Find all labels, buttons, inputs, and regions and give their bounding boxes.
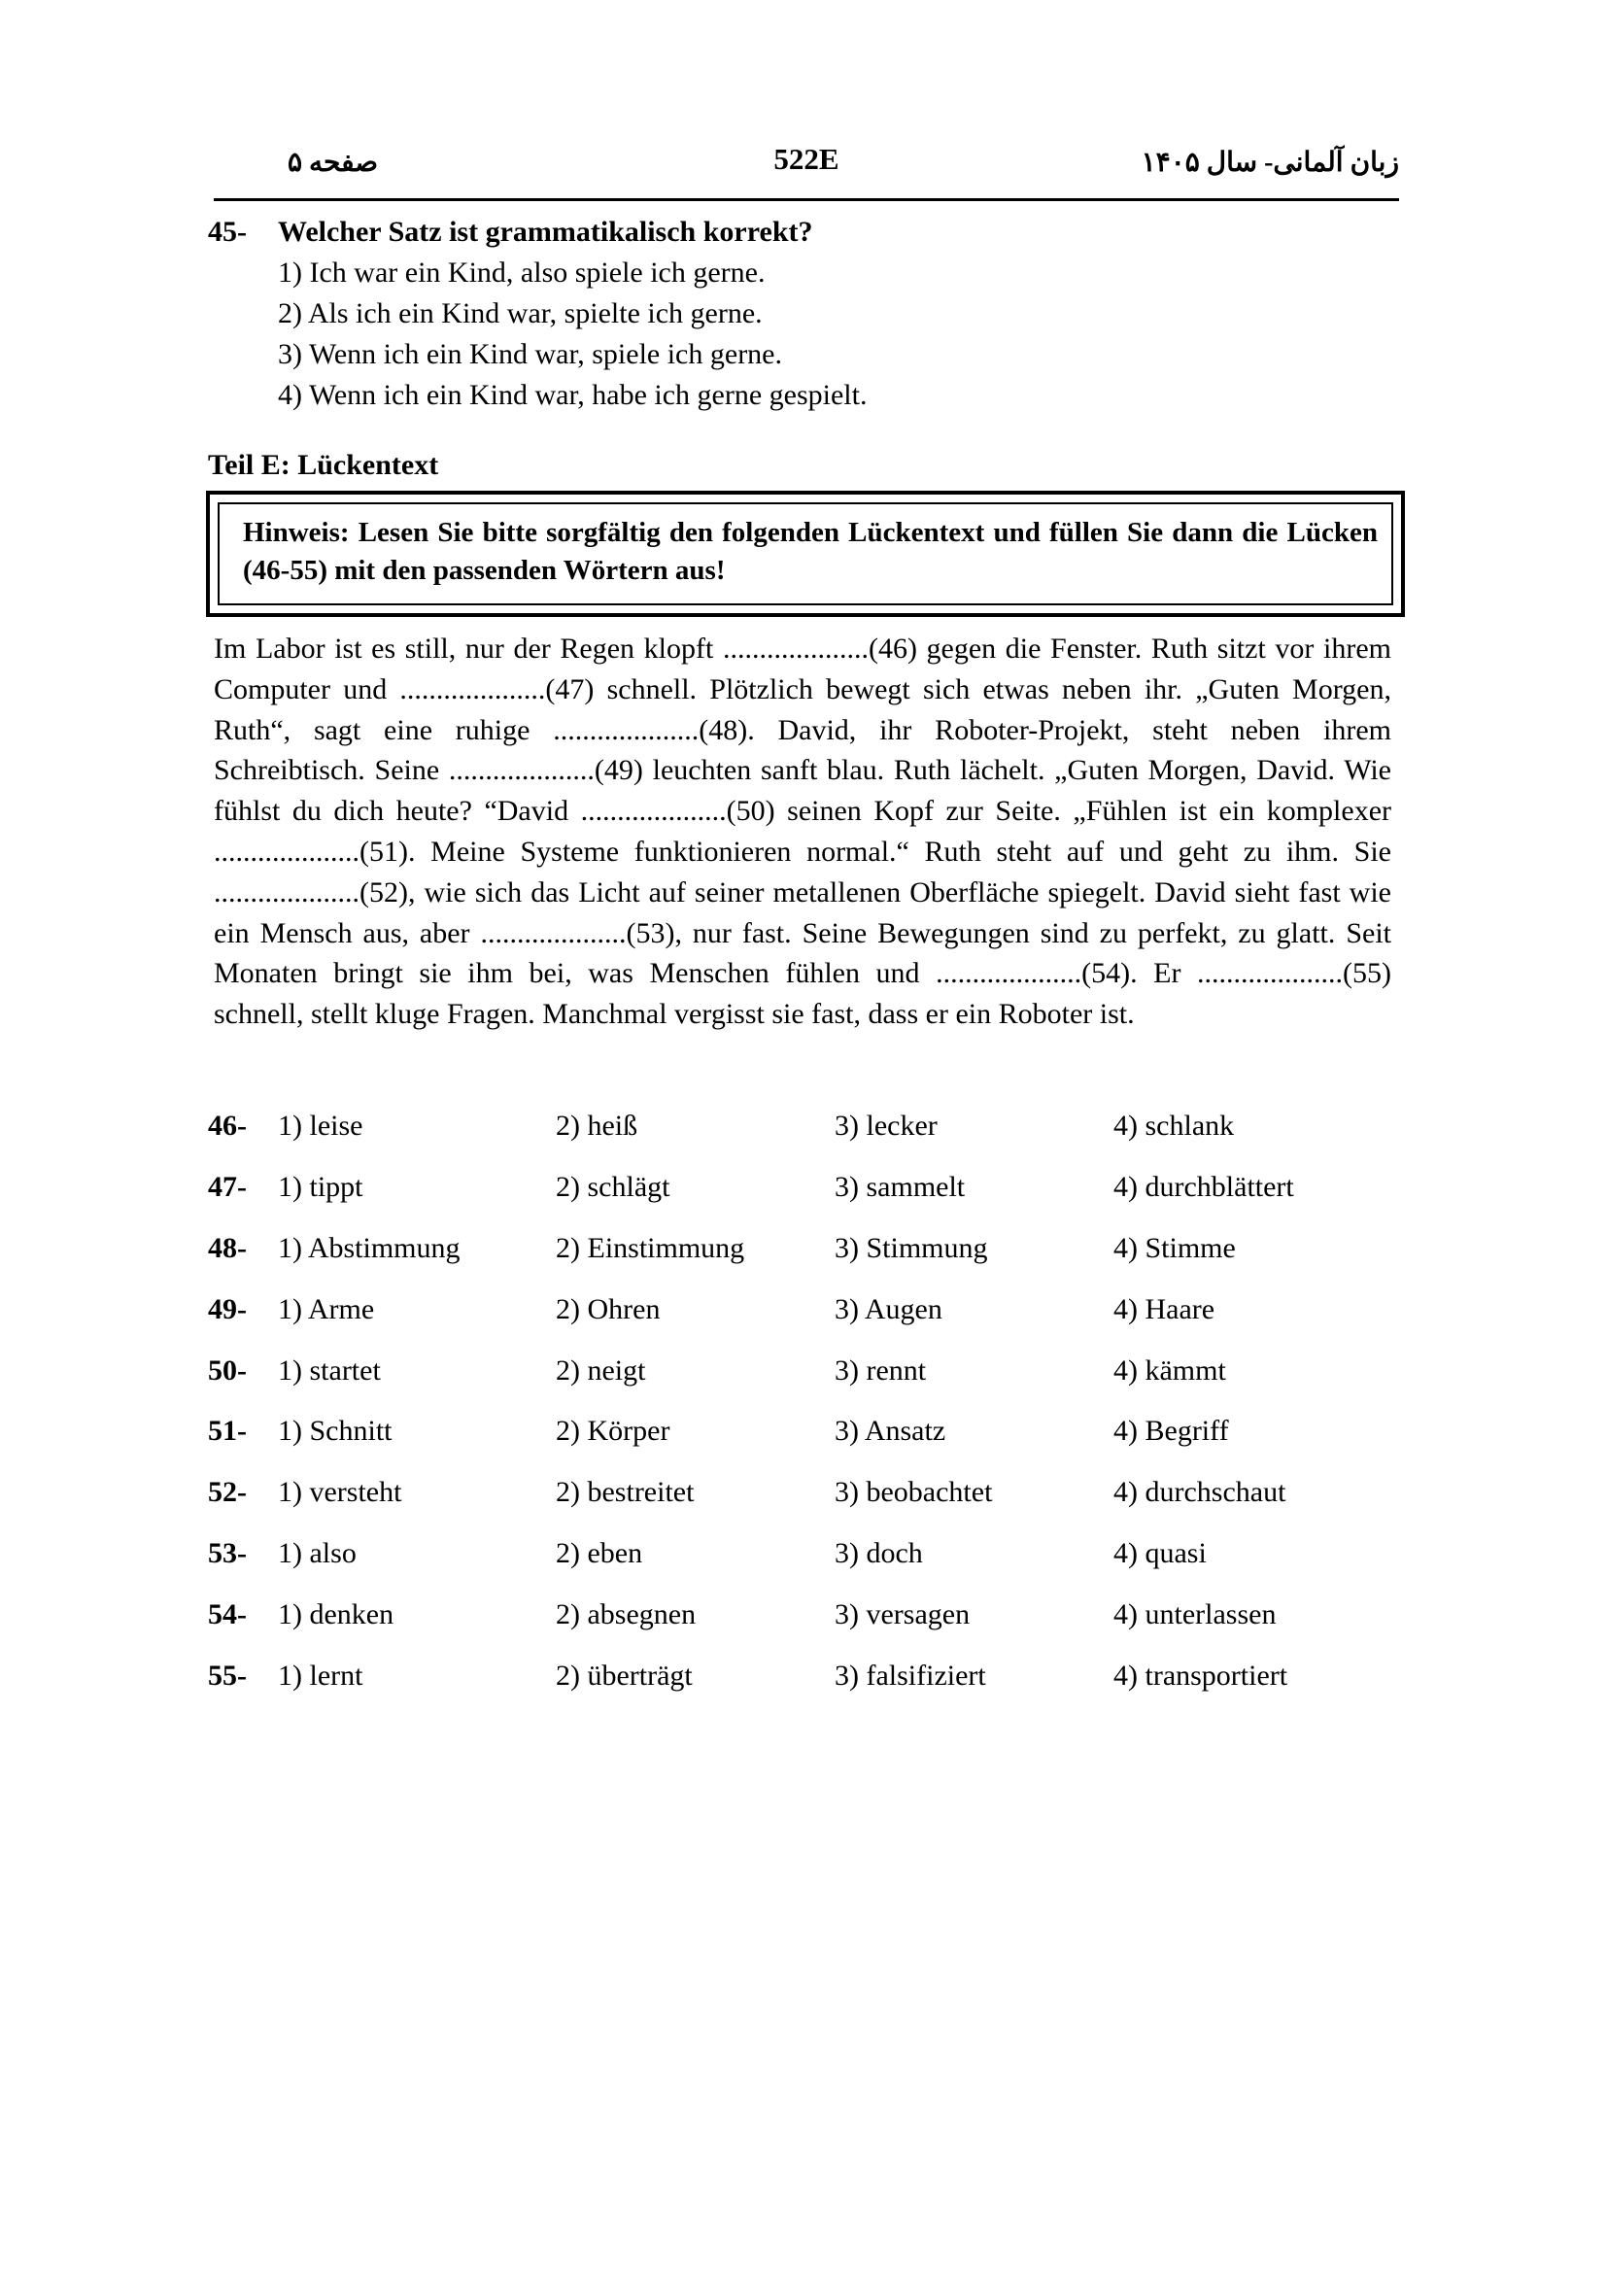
answer-option-3: 3) rennt [835,1354,927,1387]
question-number: 49- [208,1292,247,1325]
answer-option-1: 1) tippt [278,1170,363,1203]
answer-option-4: 4) transportiert [1113,1660,1288,1693]
answer-option-1: 1) startet [278,1354,381,1387]
answer-option-3: 3) Ansatz [835,1415,946,1448]
answer-option-2: 2) Körper [556,1415,670,1448]
header-divider [214,198,1399,201]
answer-option [208,375,1403,416]
answer-option-4: 4) durchschaut [1113,1476,1286,1509]
answer-option-3: 3) Augen [835,1292,942,1325]
answer-option-4: 4) kämmt [1113,1354,1226,1387]
answer-option [208,253,1403,293]
answer-option-1: 1) Schnitt [278,1415,393,1448]
answer-option-1: 1) versteht [278,1476,402,1509]
question-number: 55- [208,1660,247,1693]
answer-option-4: 4) Wenn ich ein Kind war, habe ich gerne gespielt. [278,379,868,411]
instruction-box [206,491,1405,617]
answer-option-3: 3) versagen [835,1598,971,1631]
question-row [208,1171,1403,1232]
answer-option-4: 4) unterlassen [1113,1598,1277,1631]
answer-option-2: 2) eben [556,1537,643,1570]
question-number: 45- [208,216,247,248]
question-number: 53- [208,1537,247,1570]
question-number: 47- [208,1170,247,1203]
answer-option-4: 4) Stimme [1113,1231,1236,1264]
answer-option-2: 2) absegnen [556,1598,697,1631]
exam-code: 522E [773,142,839,176]
answer-option-4: 4) Haare [1113,1292,1215,1325]
answer-option-1: 1) denken [278,1598,394,1631]
instruction-box-inner [218,502,1393,605]
answer-option [208,293,1403,334]
answer-option-1: 1) Arme [278,1292,375,1325]
answer-option-2: 2) Als ich ein Kind war, spielte ich gerne. [278,297,763,329]
answer-option-1: 1) Ich war ein Kind, also spiele ich gerne. [278,257,766,289]
answer-option-3: 3) Stimmung [835,1231,988,1264]
answer-option-3: 3) lecker [835,1110,938,1142]
question-row [208,1110,1403,1171]
question-text: Welcher Satz ist grammatikalisch korrekt? [278,216,813,248]
answer-option-2: 2) Einstimmung [556,1231,745,1264]
section-title: Teil E: Lückentext [208,449,439,481]
answer-option-2: 2) heiß [556,1110,638,1142]
answer-option-2: 2) neigt [556,1354,646,1387]
answer-option-3: 3) sammelt [835,1170,966,1203]
cloze-paragraph: Im Labor ist es still, nur der Regen klopft ....................(46) gegen die Fenster. Ruth sitzt vor ihrem Computer und ....................(47) schnell. Plötzlich bewegt sich etwas neben ihr. „Guten Morgen, Ruth“, sagt eine ruhige ....................(48). David, ihr Roboter-Projekt, steht neben ihrem Schreibtisch. Seine ....................(49) leuchten sanft blau. Ruth lächelt. „Guten Morgen, David. Wie fühlst du dich heute? “David ....................(50) seinen Kopf zur Seite. „Fühlen ist ein komplexer ....................(51). Meine Systeme funktionieren normal.“ Ruth steht auf und geht zu ihm. Sie ....................(52), wie sich das Licht auf seiner metallenen Oberfläche spiegelt. David sieht fast wie ein Mensch aus, aber ....................(53), nur fast. Seine Bewegungen sind zu perfekt, zu glatt. Seit Monaten bringt sie ihm bei, was Menschen fühlen und ....................(54). Er ....................(55) schnell, stellt kluge Fragen. Manchmal vergisst sie fast, dass er ein Roboter ist. [214,633,1391,1031]
answer-option-1: 1) Abstimmung [278,1231,461,1264]
question-number: 46- [208,1110,247,1142]
page-number: صفحه ۵ [288,148,379,178]
question-row [208,1476,1403,1537]
answer-option-2: 2) schlägt [556,1170,670,1203]
answer-option-4: 4) durchblättert [1113,1170,1294,1203]
question-number: 54- [208,1598,247,1631]
answer-option [208,334,1403,375]
question-stem [208,212,1403,253]
question-row [208,1660,1403,1721]
instruction-text: Hinweis: Lesen Sie bitte sorgfältig den folgenden Lückentext und füllen Sie dann die Lücken (46-55) mit den passenden Wörtern aus! [243,517,1378,586]
answer-option-2: 2) bestreitet [556,1476,695,1509]
answer-option-1: 1) lernt [278,1660,363,1693]
answer-option-3: 3) Wenn ich ein Kind war, spiele ich gerne. [278,338,782,370]
answer-option-2: 2) überträgt [556,1660,693,1693]
answer-option-3: 3) beobachtet [835,1476,993,1509]
question-number: 52- [208,1476,247,1509]
answer-option-3: 3) falsifiziert [835,1660,986,1693]
answer-option-1: 1) also [278,1537,357,1570]
question-row [208,1415,1403,1476]
answer-option-1: 1) leise [278,1110,363,1142]
question-number: 51- [208,1415,247,1448]
answer-grid [208,1110,1403,1721]
page-header [214,142,1399,185]
answer-option-2: 2) Ohren [556,1292,661,1325]
answer-option-3: 3) doch [835,1537,923,1570]
answer-option-4: 4) quasi [1113,1537,1207,1570]
question-number: 50- [208,1354,247,1387]
question-45 [208,212,1403,416]
question-row [208,1354,1403,1416]
exam-subject-year: زبان آلمانی- سال ۱۴۰۵ [1141,148,1399,178]
question-row [208,1293,1403,1354]
question-number: 48- [208,1231,247,1264]
question-row [208,1232,1403,1293]
answer-option-4: 4) Begriff [1113,1415,1229,1448]
question-row [208,1537,1403,1598]
answer-option-4: 4) schlank [1113,1110,1235,1142]
question-row [208,1598,1403,1660]
